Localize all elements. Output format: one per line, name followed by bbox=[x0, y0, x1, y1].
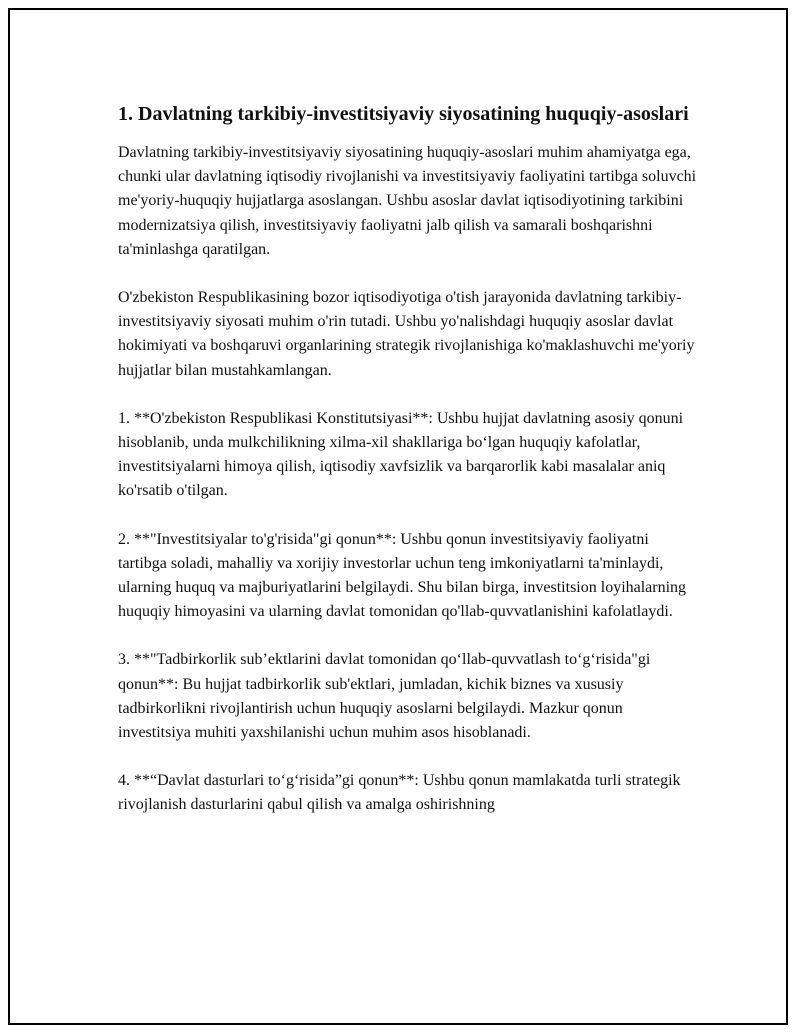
paragraph-item-entrepreneurship-law: 3. **"Tadbirkorlik sub’ektlarini davlat tomonidan qo‘llab-quvvatlash to‘g‘risida"gi qonun**: Bu hujjat tadbirkorlik sub'ektlari, jumladan, kichik biznes va xususiy tadbirkorlikni rivojlantirish uchun huquqiy asoslarni belgilaydi. Mazkur qonun investitsiya muhiti yaxshilanishi uchun muhim asos hisoblanadi. bbox=[118, 651, 651, 742]
paragraph-intro: Davlatning tarkibiy-investitsiyaviy siyosatining huquqiy-asoslari muhim ahamiyatga ega, chunki ular davlatning iqtisodiy rivojlanishi va investitsiyaviy faoliyatini tartibga soluvchi me'yoriy-huquqiy hujjatlarga asoslangan. Ushbu asoslar davlat iqtisodiyotining tarkibini modernizatsiya qilish, investitsiyaviy faoliyatni jalb qilish va samarali boshqarishni ta'minlashga qaratilgan. bbox=[118, 144, 697, 258]
paragraph-context: O'zbekiston Respublikasining bozor iqtisodiyotiga o'tish jarayonida davlatning tarkibiy-investitsiyaviy siyosati muhim o'rin tutadi. Ushbu yo'nalishdagi huquqiy asoslar davlat hokimiyati va boshqaruvi organlarining strategik rivojlanishiga ko'maklashuvchi me'yoriy hujjatlar bilan mustahkamlangan. bbox=[118, 289, 695, 379]
section-heading: 1. Davlatning tarkibiy-investitsiyaviy siyosatining huquqiy-asoslari bbox=[118, 103, 689, 125]
paragraph-item-state-programs-law: 4. **“Davlat dasturlari to‘g‘risida”gi qonun**: Ushbu qonun mamlakatda turli strategik rivojlanish dasturlarini qabul qilish va amalga oshirishning bbox=[118, 772, 681, 814]
document-page bbox=[8, 8, 788, 1025]
paragraph-item-investment-law: 2. **"Investitsiyalar to'g'risida"gi qonun**: Ushbu qonun investitsiyaviy faoliyatni tartibga soladi, mahalliy va xorijiy investorlar uchun teng imkoniyatlarni ta'minlaydi, ularning huquq va majburiyatlarini belgilaydi. Shu bilan birga, investitsion loyihalarning huquqiy himoyasini va ularning davlat tomonidan qo'llab-quvvatlanishini kafolatlaydi. bbox=[118, 530, 687, 621]
document-body bbox=[118, 101, 698, 842]
paragraph-item-constitution: 1. **O'zbekiston Respublikasi Konstitutsiyasi**: Ushbu hujjat davlatning asosiy qonuni hisoblanib, unda mulkchilikning xilma-xil shakllariga bo‘lgan huquqiy kafolatlar, investitsiyalarni himoya qilish, iqtisodiy xavfsizlik va barqarorlik kabi masalalar aniq ko'rsatib o'tilgan. bbox=[118, 409, 684, 500]
